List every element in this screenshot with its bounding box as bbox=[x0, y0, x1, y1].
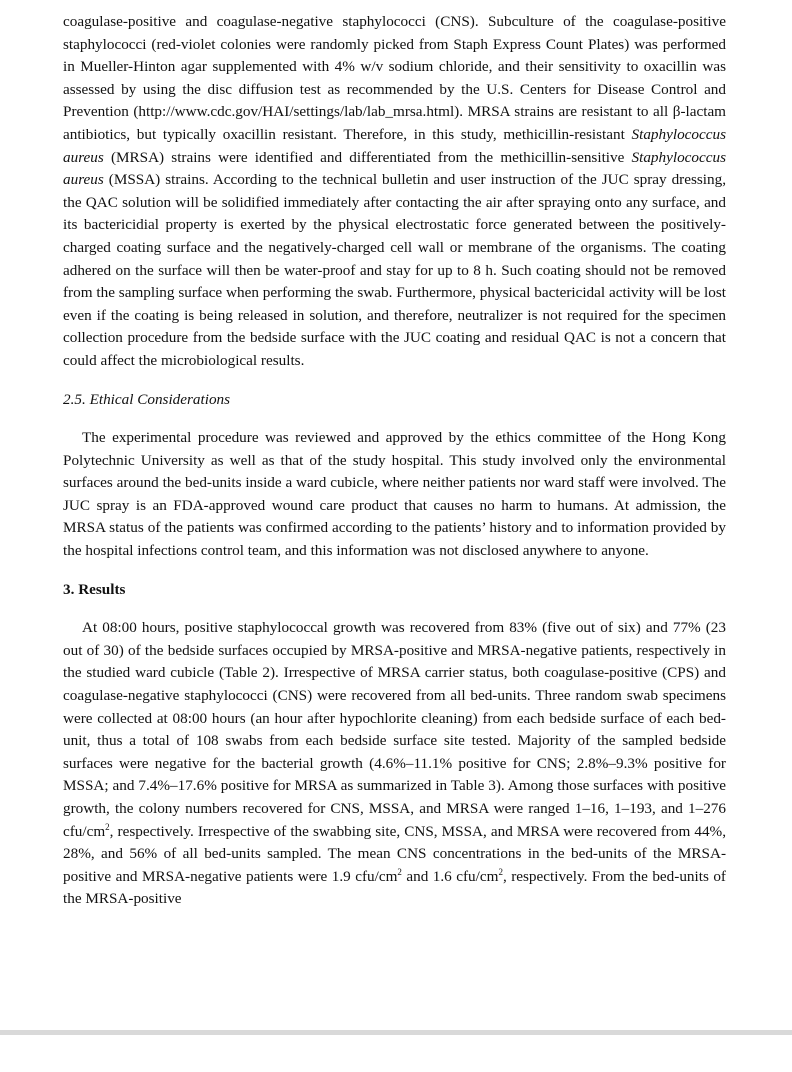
results-text-3: and 1.6 cfu/cm bbox=[401, 867, 499, 885]
methods-text-1: coagulase-positive and coagulase-negative staphylococci (CNS). Subculture of the coagulase-positive staphylococci (red-violet colonies were randomly picked from Staph Express Count Plates) was performed in Mueller-Hinton agar supplemented with 4% w/v sodium chloride, and their sensitivity to oxacillin was assessed by using the disc diffusion test as recommended by the U.S. Centers for Disease Control and Prevention (http://www.cdc.gov/HAI/settings/lab/lab_mrsa.html). MRSA strains are resistant to all β-lactam antibiotics, but typically oxacillin resistant. Therefore, in this study, methicillin-resistant bbox=[63, 13, 726, 143]
species-name-1: Staphylococcus aureus bbox=[63, 125, 726, 166]
methods-text-3: (MSSA) strains. According to the technical bulletin and user instruction of the JUC spray dressing, the QAC solution will be solidified immediately after contacting the air after spraying onto any surface, and its bactericidial property is exerted by the physical electrostatic force generated between the positively-charged coating surface and the negatively-charged cell wall or membrane of the organisms. The coating adhered on the surface will then be water-proof and stay for up to 8 h. Such coating should not be removed from the sampling surface when performing the swab. Furthermore, physical bactericidal activity will be lost even if the coating is being released in solution, and therefore, neutralizer is not required for the specimen collection procedure from the bedside surface with the JUC coating and residual QAC is not a concern that could affect the microbiological results. bbox=[63, 171, 726, 369]
results-text-4: , respectively. From the bed-units of the MRSA-positive bbox=[63, 867, 726, 908]
results-text-2: , respectively. Irrespective of the swabbing site, CNS, MSSA, and MRSA were recovered from 44%, 28%, and 56% of all bed-units sampled. The mean CNS concentrations in the bed-units of the MRSA-positive and MRSA-negative patients were 1.9 cfu/cm bbox=[63, 822, 726, 885]
section-heading-results: 3. Results bbox=[63, 580, 126, 598]
superscript-3: 2 bbox=[498, 866, 503, 877]
results-paragraph bbox=[63, 617, 726, 911]
results-text-1: At 08:00 hours, positive staphylococcal growth was recovered from 83% (five out of six) and 77% (23 out of 30) of the bedside surfaces occupied by MRSA-positive and MRSA-negative patients, respectively in the studied ward cubicle (Table 2). Irrespective of MRSA carrier status, both coagulase-positive (CPS) and coagulase-negative staphylococci (CNS) were recovered from all bed-units. Three random swab specimens were collected at 08:00 hours (an hour after hypochlorite cleaning) from each bedside surface of each bed-unit, thus a total of 108 swabs from each bedside surface site tested. Majority of the sampled bedside surfaces were negative for the bacterial growth (4.6%–11.1% positive for CNS; 2.8%–9.3% positive for MSSA; and 7.4%–17.6% positive for MRSA as summarized in Table 3). Among those surfaces with positive growth, the colony numbers recovered for CNS, MSSA, and MRSA were ranged 1–16, 1–193, and 1–276 cfu/cm bbox=[63, 619, 726, 840]
section-heading-ethics: 2.5. Ethical Considerations bbox=[63, 390, 231, 408]
methods-paragraph bbox=[63, 11, 726, 373]
superscript-1: 2 bbox=[105, 821, 110, 832]
next-page-area bbox=[0, 1035, 792, 1072]
species-name-2: Staphylococcus aureus bbox=[63, 148, 726, 189]
page-content bbox=[63, 11, 726, 911]
methods-text-2: (MRSA) strains were identified and differentiated from the methicillin-sensitive bbox=[103, 148, 632, 166]
ethics-paragraph: The experimental procedure was reviewed and approved by the ethics committee of the Hong Kong Polytechnic University as well as that of the study hospital. This study involved only the environmental surfaces around the bed-units inside a ward cubicle, where neither patients nor ward staff were involved. The JUC spray is an FDA-approved wound care product that causes no harm to humans. At admission, the MRSA status of the patients was confirmed according to the patients’ history and to information provided by the hospital infections control team, and this information was not disclosed anywhere to anyone. bbox=[63, 429, 726, 560]
superscript-2: 2 bbox=[397, 866, 402, 877]
